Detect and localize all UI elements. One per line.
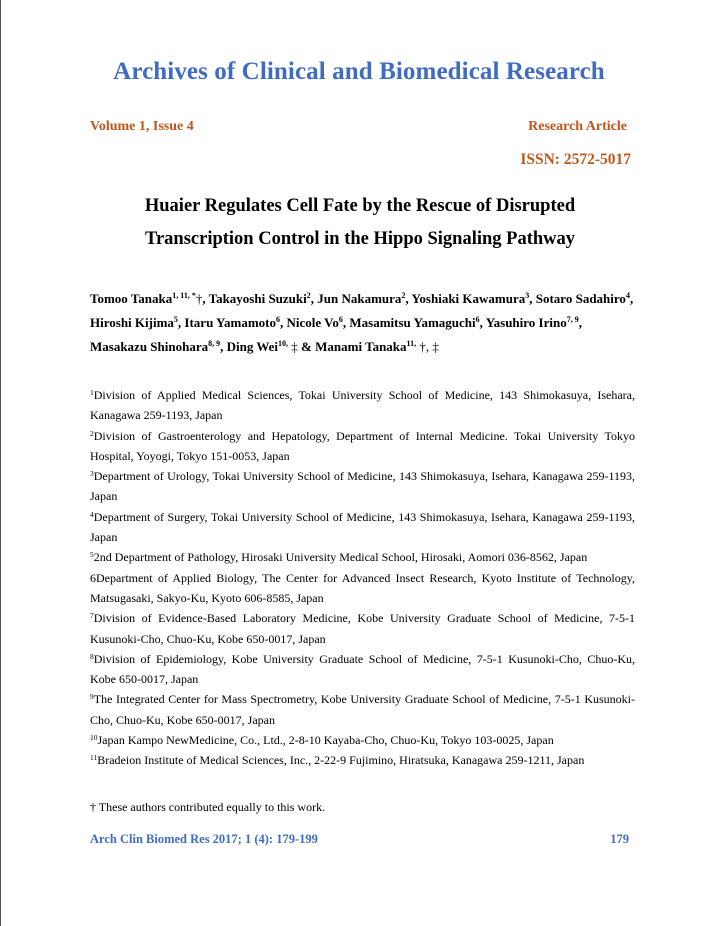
- author-affiliation-marker: 4: [625, 291, 630, 300]
- page-number: 179: [610, 832, 629, 846]
- affiliation-text: The Integrated Center for Mass Spectrometry, Kobe University Graduate School of Medicine, 7-5-1 Kusunoki-Cho, Chuo-Ku, Kobe 650-0017, Japan: [90, 692, 635, 727]
- affiliation-number: 7: [90, 611, 94, 621]
- author-separator: &: [297, 339, 316, 354]
- author-separator: ,: [220, 339, 227, 354]
- affiliation-text: Division of Evidence-Based Laboratory Medicine, Kobe University Graduate School of Medicine, 7-5-1 Kusunoki-Cho, Chuo-Ku, Kobe 650-0017, Japan: [90, 611, 635, 646]
- author-role-mark: †, ‡: [416, 339, 439, 354]
- affiliation-text: Department of Surgery, Tokai University School of Medicine, 143 Shimokasuya, Isehara, Kanagawa 259-1193, Japan: [90, 509, 635, 545]
- author-name: Takayoshi Suzuki: [208, 291, 307, 306]
- author-affiliation-marker: 6: [475, 315, 480, 324]
- article-title: [80, 190, 640, 256]
- author-affiliation-marker: 7, 9: [566, 315, 579, 324]
- author-affiliation-marker: 5: [173, 315, 178, 324]
- author-separator: ,: [342, 315, 350, 330]
- author: [90, 315, 184, 330]
- title-line: Transcription Control in the Hippo Signaling Pathway: [144, 229, 576, 249]
- author-name: Manami Tanaka: [315, 339, 407, 354]
- affiliation: [90, 608, 635, 649]
- author-separator: ,: [479, 315, 486, 330]
- author-separator: ,: [310, 291, 318, 306]
- page-border: [0, 0, 1, 926]
- affiliation-number: 3: [90, 469, 94, 479]
- article-type: Research Article: [528, 119, 627, 134]
- affiliation: [90, 466, 635, 507]
- affiliation-number: 4: [90, 509, 94, 519]
- volume-issue: Volume 1, Issue 4: [90, 119, 194, 134]
- author-affiliation-marker: 1, 11, *: [172, 291, 196, 300]
- equal-contribution-note: † These authors contributed equally to this work.: [90, 800, 326, 814]
- author-list: [90, 287, 638, 359]
- citation: Arch Clin Biomed Res 2017; 1 (4): 179-199: [90, 832, 318, 846]
- affiliation-text: Department of Urology, Tokai University School of Medicine, 143 Shimokasuya, Isehara, Kanagawa 259-1193, Japan: [90, 469, 635, 504]
- affiliation-text: Bradeion Institute of Medical Sciences, Inc., 2-22-9 Fujimino, Hiratsuka, Kanagawa 259-1211, Japan: [97, 753, 585, 768]
- author: [536, 291, 633, 306]
- author-affiliation-marker: 10,: [278, 339, 289, 348]
- author-name: Hiroshi Kijima: [90, 315, 174, 330]
- author: [315, 339, 439, 354]
- affiliation: [90, 750, 635, 770]
- author-separator: ,: [280, 315, 287, 330]
- affiliation-number: 2: [90, 428, 94, 438]
- author: [209, 291, 318, 306]
- affiliation-number: 8: [90, 651, 94, 661]
- affiliation-number: 1: [90, 388, 94, 397]
- affiliation-text: Japan Kampo NewMedicine, Co., Ltd., 2-8-10 Kayaba-Cho, Chuo-Ku, Tokyo 103-0025, Japan: [97, 733, 554, 748]
- author-affiliation-marker: 2: [401, 291, 406, 300]
- author-separator: ,: [629, 291, 634, 306]
- affiliation: [90, 649, 635, 690]
- affiliation-number: 11: [90, 753, 98, 763]
- affiliation-list: [90, 385, 635, 771]
- author-name: Itaru Yamamoto: [184, 315, 276, 330]
- author-name: Sotaro Sadahiro: [535, 291, 626, 306]
- author: [90, 339, 227, 354]
- affiliation: [90, 426, 635, 467]
- author-affiliation-marker: 6: [276, 315, 280, 324]
- author-name: Masakazu Shinohara: [90, 339, 209, 354]
- affiliation: [90, 507, 635, 548]
- affiliation-number: 5: [90, 550, 94, 560]
- author-separator: ,: [578, 315, 582, 330]
- author: [317, 291, 411, 306]
- author: [227, 339, 316, 354]
- author: [184, 315, 286, 330]
- author-role-mark: ‡: [288, 339, 298, 354]
- title-line: Huaier Regulates Cell Fate by the Rescue of Disrupted: [144, 196, 576, 216]
- affiliation: [90, 385, 635, 426]
- author-separator: ,: [405, 291, 412, 306]
- journal-title: Archives of Clinical and Biomedical Research: [113, 58, 605, 85]
- author-affiliation-marker: 8, 9: [208, 339, 221, 348]
- issn: ISSN: 2572-5017: [520, 151, 631, 168]
- affiliation-text: Division of Applied Medical Sciences, Tokai University School of Medicine, 143 Shimokasuya, Isehara, Kanagawa 259-1193, Japan: [90, 388, 635, 423]
- author-separator: ,: [177, 315, 185, 330]
- author-name: Nicole Vo: [286, 315, 339, 330]
- author-role-mark: †: [195, 291, 203, 306]
- affiliation-number: 9: [90, 692, 94, 702]
- affiliation: [90, 730, 635, 750]
- affiliation: [90, 568, 635, 609]
- author-affiliation-marker: 3: [525, 291, 530, 300]
- affiliation: [90, 689, 635, 730]
- author-name: Masamitsu Yamaguchi: [349, 315, 476, 330]
- author-separator: ,: [202, 291, 209, 306]
- affiliation-text: 2nd Department of Pathology, Hirosaki University Medical School, Hirosaki, Aomori 036-8562, Japan: [93, 550, 588, 565]
- author-name: Yoshiaki Kawamura: [411, 291, 526, 306]
- author-name: Yasuhiro Irino: [485, 315, 567, 330]
- affiliation-text: 6Department of Applied Biology, The Center for Advanced Insect Research, Kyoto Institute of Technology, Matsugasaki, Sakyo-Ku, Kyoto 606-8585, Japan: [90, 570, 635, 605]
- author-name: Jun Nakamura: [317, 291, 402, 306]
- affiliation-text: Division of Gastroenterology and Hepatology, Department of Internal Medicine. Tokai University Tokyo Hospital, Yoyogi, Tokyo 151-0053, Japan: [90, 428, 635, 463]
- author-name: Ding Wei: [226, 339, 279, 354]
- author-affiliation-marker: 6: [338, 315, 343, 324]
- author: [287, 315, 350, 330]
- affiliation-text: Division of Epidemiology, Kobe University Graduate School of Medicine, 7-5-1 Kusunoki-Cho, Chuo-Ku, Kobe 650-0017, Japan: [90, 651, 635, 687]
- author-affiliation-marker: 2: [306, 291, 311, 300]
- author: [90, 291, 209, 306]
- author: [349, 315, 485, 330]
- author: [411, 291, 535, 306]
- author-separator: ,: [529, 291, 536, 306]
- affiliation: [90, 547, 635, 567]
- affiliation-number: 10: [90, 733, 98, 743]
- author: [486, 315, 582, 330]
- author-name: Tomoo Tanaka: [90, 291, 173, 306]
- author-affiliation-marker: 11,: [406, 339, 417, 348]
